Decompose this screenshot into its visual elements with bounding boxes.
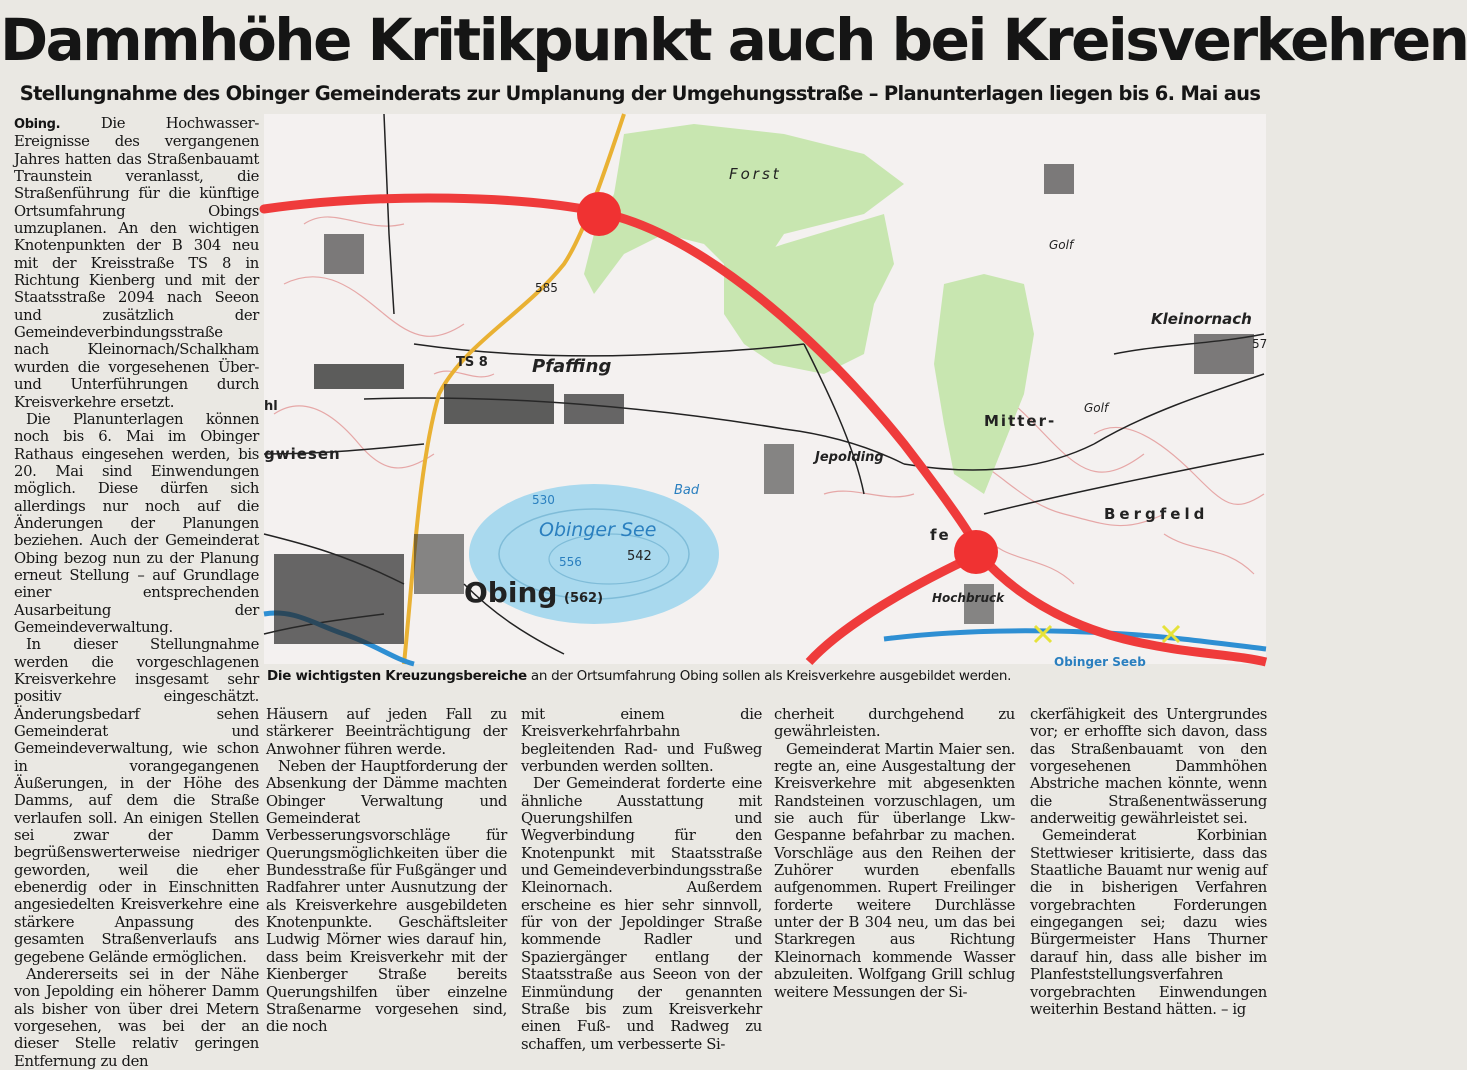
subheadline: Stellungnahme des Obinger Gemeinderats zur Umplanung der Umgehungsstraße – Planunterlagen liegen bis 6. Mai aus	[19, 82, 1261, 105]
label-hl: hl	[264, 399, 278, 414]
label-585: 585	[535, 281, 558, 295]
label-feld: fe	[930, 526, 951, 544]
label-556: 556	[559, 555, 582, 569]
paragraph: Andererseits sei in der Nähe von Jepolding ein höherer Damm als bisher von über drei Metern vorgesehen, was bei der an dieser Stelle relativ geringen Entfernung zu den	[14, 965, 259, 1070]
label-bad: Bad	[674, 483, 700, 498]
label-obing-elevation: (562)	[564, 591, 604, 606]
label-golf-1: Golf	[1049, 238, 1074, 252]
dateline: Obing.	[14, 117, 61, 132]
label-gwiesen: gwiesen	[264, 445, 341, 463]
label-golf-2: Golf	[1084, 401, 1109, 415]
label-hochbruck: Hochbruck	[932, 591, 1005, 605]
article-column-2	[266, 706, 507, 1036]
label-jepolding: Jepolding	[815, 450, 884, 465]
paragraph	[14, 115, 259, 411]
caption-bold: Die wichtigsten Kreuzungsbereiche	[267, 668, 527, 684]
paragraph: Der Gemeinderat forderte eine ähnliche Ausstattung mit Querungshilfen und Wegverbindung für den Knotenpunkt mit Staatsstraße und Gemeindeverbindungsstraße Kleinornach. Außerdem erscheine es hier sehr sinnvoll, für von der Jepoldinger Straße kommende Radler und Spaziergänger entlang der Staatsstraße aus Seeon von der Einmündung der genannten Straße bis zum Kreisverkehr einen Fuß- und Radweg zu schaffen, um verbesserte Si-	[521, 775, 762, 1053]
article-column-5	[1030, 706, 1267, 1018]
paragraph: cherheit durchgehend zu gewährleisten.	[774, 706, 1015, 741]
paragraph: mit einem die Kreisverkehrfahrbahn begleitenden Rad- und Fußweg verbunden werden sollten.	[521, 706, 762, 776]
label-bergfeld: Bergfeld	[1104, 505, 1209, 523]
forest-areas	[584, 124, 1034, 494]
label-ts8: TS 8	[456, 355, 488, 370]
article-column-4	[774, 706, 1015, 1008]
label-57: 57	[1252, 337, 1268, 351]
label-pfaffing: Pfaffing	[532, 356, 612, 377]
article-column-3	[521, 706, 762, 1053]
label-mitter: Mitter-	[984, 412, 1057, 430]
roundabout-1	[577, 192, 621, 236]
label-seeb: Obinger Seeb	[1054, 655, 1146, 669]
paragraph: Neben der Hauptforderung der Absenkung der Dämme machten Obinger Verwaltung und Gemeinderat Verbesserungsvorschläge für Querungsmöglichkeiten über die Bundesstraße für Fußgänger und Radfahrer unter Ausnutzung der als Kreisverkehre ausgebildeten Knotenpunkte. Geschäftsleiter Ludwig Mörner wies darauf hin, dass beim Kreisverkehr mit der Kienberger Straße bereits Querungshilfen über einzelne Straßenarme vorgesehen sind, die noch	[266, 758, 507, 1036]
paragraph: Gemeinderat Korbinian Stettwieser kritisierte, dass das Staatliche Bauamt nur wenig auf die in bisherigen Verfahren vorgebrachten Forderungen eingegangen sei; dazu wies Bürgermeister Hans Thurner darauf hin, dass alle bisher im Planfeststellungsverfahren vorgebrachten Einwendungen weiterhin Bestand hätten. – ig	[1030, 827, 1267, 1018]
paragraph-text: Die Hochwasser-Ereignisse des vergangenen Jahres hatten das Straßenbauamt Traunstein veranlasst, die Straßenführung für die künftige Ortsumfahrung Obings umzuplanen. An den wichtigen Knotenpunkten der B 304 neu mit der Kreisstraße TS 8 in Richtung Kienberg und mit der Staatsstraße 2094 nach Seeon und zusätzlich der Gemeindeverbindungsstraße nach Kleinornach/Schalkham wurden die vorgesehenen Über- und Unterführungen durch Kreisverkehre ersetzt.	[14, 115, 259, 411]
label-obing: Obing	[464, 576, 558, 609]
map-image	[264, 114, 1268, 669]
label-kleinornach: Kleinornach	[1151, 310, 1252, 328]
map-caption	[267, 668, 1267, 684]
roundabout-2	[954, 530, 998, 574]
paragraph: Die Planunterlagen können noch bis 6. Mai im Obinger Rathaus eingesehen werden, bis 20. Mai sind Einwendungen möglich. Diese dürfen sich allerdings nur noch auf die Änderungen der Planungen beziehen. Auch der Gemeinderat Obing bezog nun zu der Planung erneut Stellung – auf Grundlage einer entsprechenden Ausarbeitung der Gemeindeverwaltung.	[14, 410, 259, 636]
planned-route-south	[809, 554, 979, 662]
paragraph: ckerfähigkeit des Untergrundes vor; er erhoffte sich davon, dass das Straßenbauamt von den vorgesehenen Dammhöhen Abstriche machen könnte, wenn die Straßenentwässerung anderweitig gewährleistet sei.	[1030, 706, 1267, 828]
paragraph: In dieser Stellungnahme werden die vorgeschlagenen Kreisverkehre insgesamt sehr positiv eingeschätzt. Änderungsbedarf sehen Gemeinderat und Gemeindeverwaltung, wie schon in vorangegangenen Äußerungen, in der Höhe des Damms, auf dem die Straße verlaufen soll. An einigen Stellen sei zwar der Damm begrüßenswerterweise niedriger geworden, weil die eher ebenerdig oder in Einschnitten angesiedelten Kreisverkehre eine stärkere Anpassung des gesamten Straßenverlaufs ans gegebene Gelände ermöglichen.	[14, 636, 259, 966]
headline: Dammhöhe Kritikpunkt auch bei Kreisverkehren	[0, 6, 1467, 74]
paragraph: Gemeinderat Martin Maier sen. regte an, eine Ausgestaltung der Kreisverkehre mit abgesenkten Randsteinen vorzuschlagen, um sie auch für überlange Lkw-Gespanne befahrbar zu machen. Vorschläge aus den Reihen der Zuhörer wurden ebenfalls aufgenommen. Rupert Freilinger forderte weitere Durchlässe unter der B 304 neu, um das bei Starkregen aus Richtung Kleinornach kommende Wasser abzuleiten. Wolfgang Grill schlug weitere Messungen der Si-	[774, 740, 1015, 1001]
paragraph: Häusern auf jeden Fall zu stärkerer Beeinträchtigung der Anwohner führen werde.	[266, 706, 507, 758]
label-542: 542	[627, 549, 652, 564]
caption-text: an der Ortsumfahrung Obing sollen als Kreisverkehre ausgebildet werden.	[526, 668, 1012, 684]
label-530: 530	[532, 493, 555, 507]
label-obinger-see: Obinger See	[539, 519, 657, 541]
article-column-1	[14, 115, 259, 1070]
label-forst: Forst	[729, 165, 782, 183]
